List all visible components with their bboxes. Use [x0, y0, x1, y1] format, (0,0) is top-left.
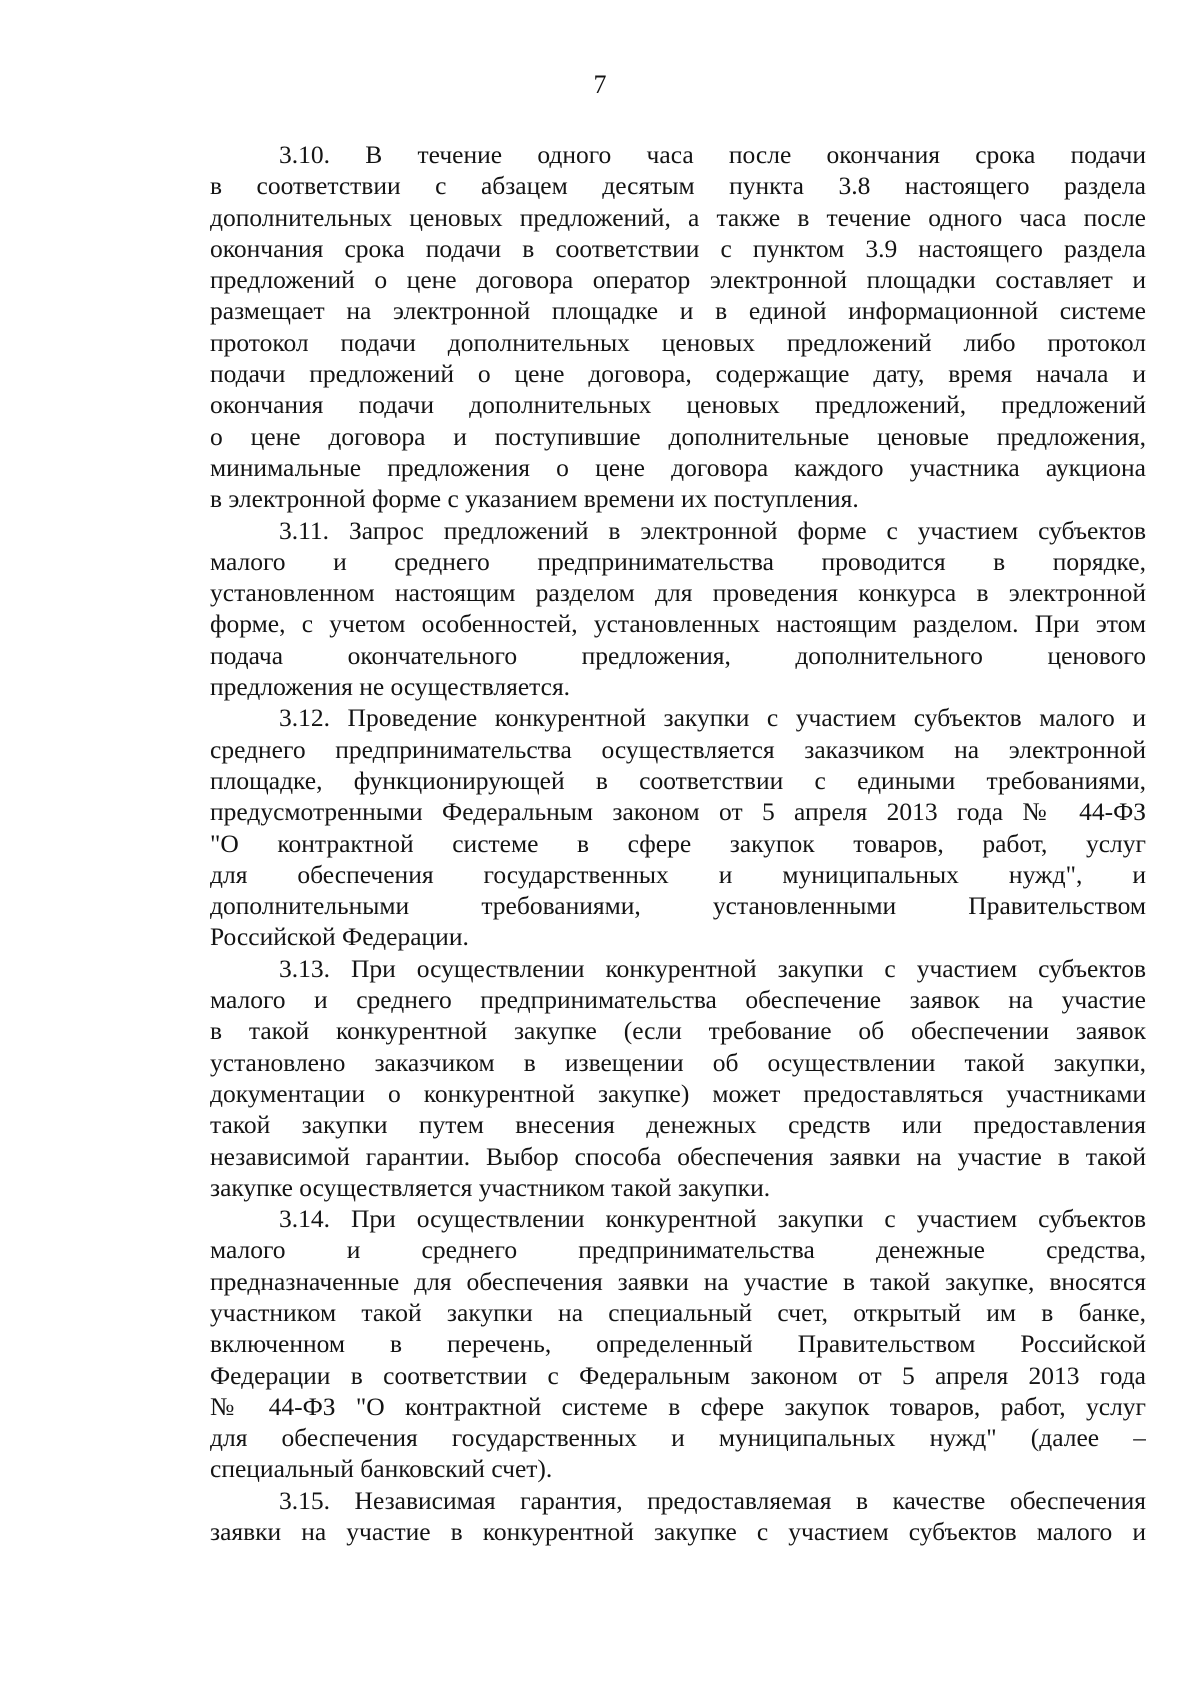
text-line: малого и среднего предпринимательства проводится в порядке,: [210, 546, 1146, 576]
paragraph-3-11: [210, 515, 1146, 703]
text-line: в такой конкурентной закупке (если требование об обеспечении заявок: [210, 1016, 1146, 1046]
text-line: размещает на электронной площадке и в единой информационной системе: [210, 296, 1146, 326]
text-line: предусмотренными Федеральным законом от 5 апреля 2013 года № 44-ФЗ: [210, 797, 1146, 827]
text-line: закупке осуществляется участником такой закупки.: [210, 1172, 771, 1202]
text-line: подачи предложений о цене договора, содержащие дату, время начала и: [210, 359, 1146, 389]
text-line: малого и среднего предпринимательства денежные средства,: [210, 1235, 1146, 1265]
paragraph-3-13: [210, 953, 1146, 1203]
text-line: Федерации в соответствии с Федеральным законом от 5 апреля 2013 года: [210, 1360, 1146, 1390]
text-line: независимой гарантии. Выбор способа обеспечения заявки на участие в такой: [210, 1141, 1146, 1171]
text-line: протокол подачи дополнительных ценовых предложений либо протокол: [210, 327, 1146, 357]
text-line: 3.15. Независимая гарантия, предоставляемая в качестве обеспечения: [279, 1485, 1146, 1515]
text-line: окончания подачи дополнительных ценовых предложений, предложений: [210, 390, 1146, 420]
text-line: 3.12. Проведение конкурентной закупки с участием субъектов малого и: [279, 703, 1146, 733]
text-line: для обеспечения государственных и муниципальных нужд" (далее –: [210, 1423, 1146, 1453]
text-line: включенном в перечень, определенный Правительством Российской: [210, 1329, 1146, 1359]
paragraph-3-15: [210, 1485, 1146, 1548]
text-line: № 44-ФЗ "О контрактной системе в сфере закупок товаров, работ, услуг: [210, 1391, 1146, 1421]
text-line: для обеспечения государственных и муниципальных нужд", и: [210, 859, 1146, 889]
text-line: установленном настоящим разделом для проведения конкурса в электронной: [210, 578, 1146, 608]
text-line: Российской Федерации.: [210, 922, 469, 952]
text-line: 3.14. При осуществлении конкурентной закупки с участием субъектов: [279, 1204, 1146, 1234]
text-line: специальный банковский счет).: [210, 1454, 553, 1484]
text-line: минимальные предложения о цене договора каждого участника аукциона: [210, 452, 1146, 482]
text-line: документации о конкурентной закупке) может предоставляться участниками: [210, 1078, 1146, 1108]
text-line: такой закупки путем внесения денежных средств или предоставления: [210, 1110, 1146, 1140]
document-body: [210, 139, 1146, 1547]
text-line: окончания срока подачи в соответствии с пунктом 3.9 настоящего раздела: [210, 233, 1146, 263]
page-number: 7: [593, 70, 607, 99]
paragraph-3-12: [210, 702, 1146, 952]
text-line: площадке, функционирующей в соответствии с едиными требованиями,: [210, 765, 1146, 795]
text-line: форме, с учетом особенностей, установленных настоящим разделом. При этом: [210, 609, 1146, 639]
text-line: подача окончательного предложения, дополнительного ценового: [210, 640, 1146, 670]
text-line: в соответствии с абзацем десятым пункта 3.8 настоящего раздела: [210, 171, 1146, 201]
paragraph-3-10: [210, 139, 1146, 515]
text-line: 3.13. При осуществлении конкурентной закупки с участием субъектов: [279, 953, 1146, 983]
text-line: установлено заказчиком в извещении об осуществлении такой закупки,: [210, 1047, 1146, 1077]
text-line: заявки на участие в конкурентной закупке с участием субъектов малого и: [210, 1517, 1146, 1547]
text-line: малого и среднего предпринимательства обеспечение заявок на участие: [210, 985, 1146, 1015]
text-line: предложений о цене договора оператор электронной площадки составляет и: [210, 265, 1146, 295]
text-line: в электронной форме с указанием времени их поступления.: [210, 484, 859, 514]
text-line: "О контрактной системе в сфере закупок товаров, работ, услуг: [210, 828, 1146, 858]
text-line: предназначенные для обеспечения заявки на участие в такой закупке, вносятся: [210, 1266, 1146, 1296]
text-line: участником такой закупки на специальный счет, открытый им в банке,: [210, 1297, 1146, 1327]
text-line: 3.11. Запрос предложений в электронной форме с участием субъектов: [279, 515, 1146, 545]
paragraph-3-14: [210, 1203, 1146, 1485]
text-line: предложения не осуществляется.: [210, 672, 571, 702]
text-line: среднего предпринимательства осуществляется заказчиком на электронной: [210, 734, 1146, 764]
text-line: о цене договора и поступившие дополнительные ценовые предложения,: [210, 421, 1146, 451]
text-line: дополнительными требованиями, установленными Правительством: [210, 891, 1146, 921]
text-line: дополнительных ценовых предложений, а также в течение одного часа после: [210, 202, 1146, 232]
text-line: 3.10. В течение одного часа после окончания срока подачи: [279, 140, 1146, 169]
